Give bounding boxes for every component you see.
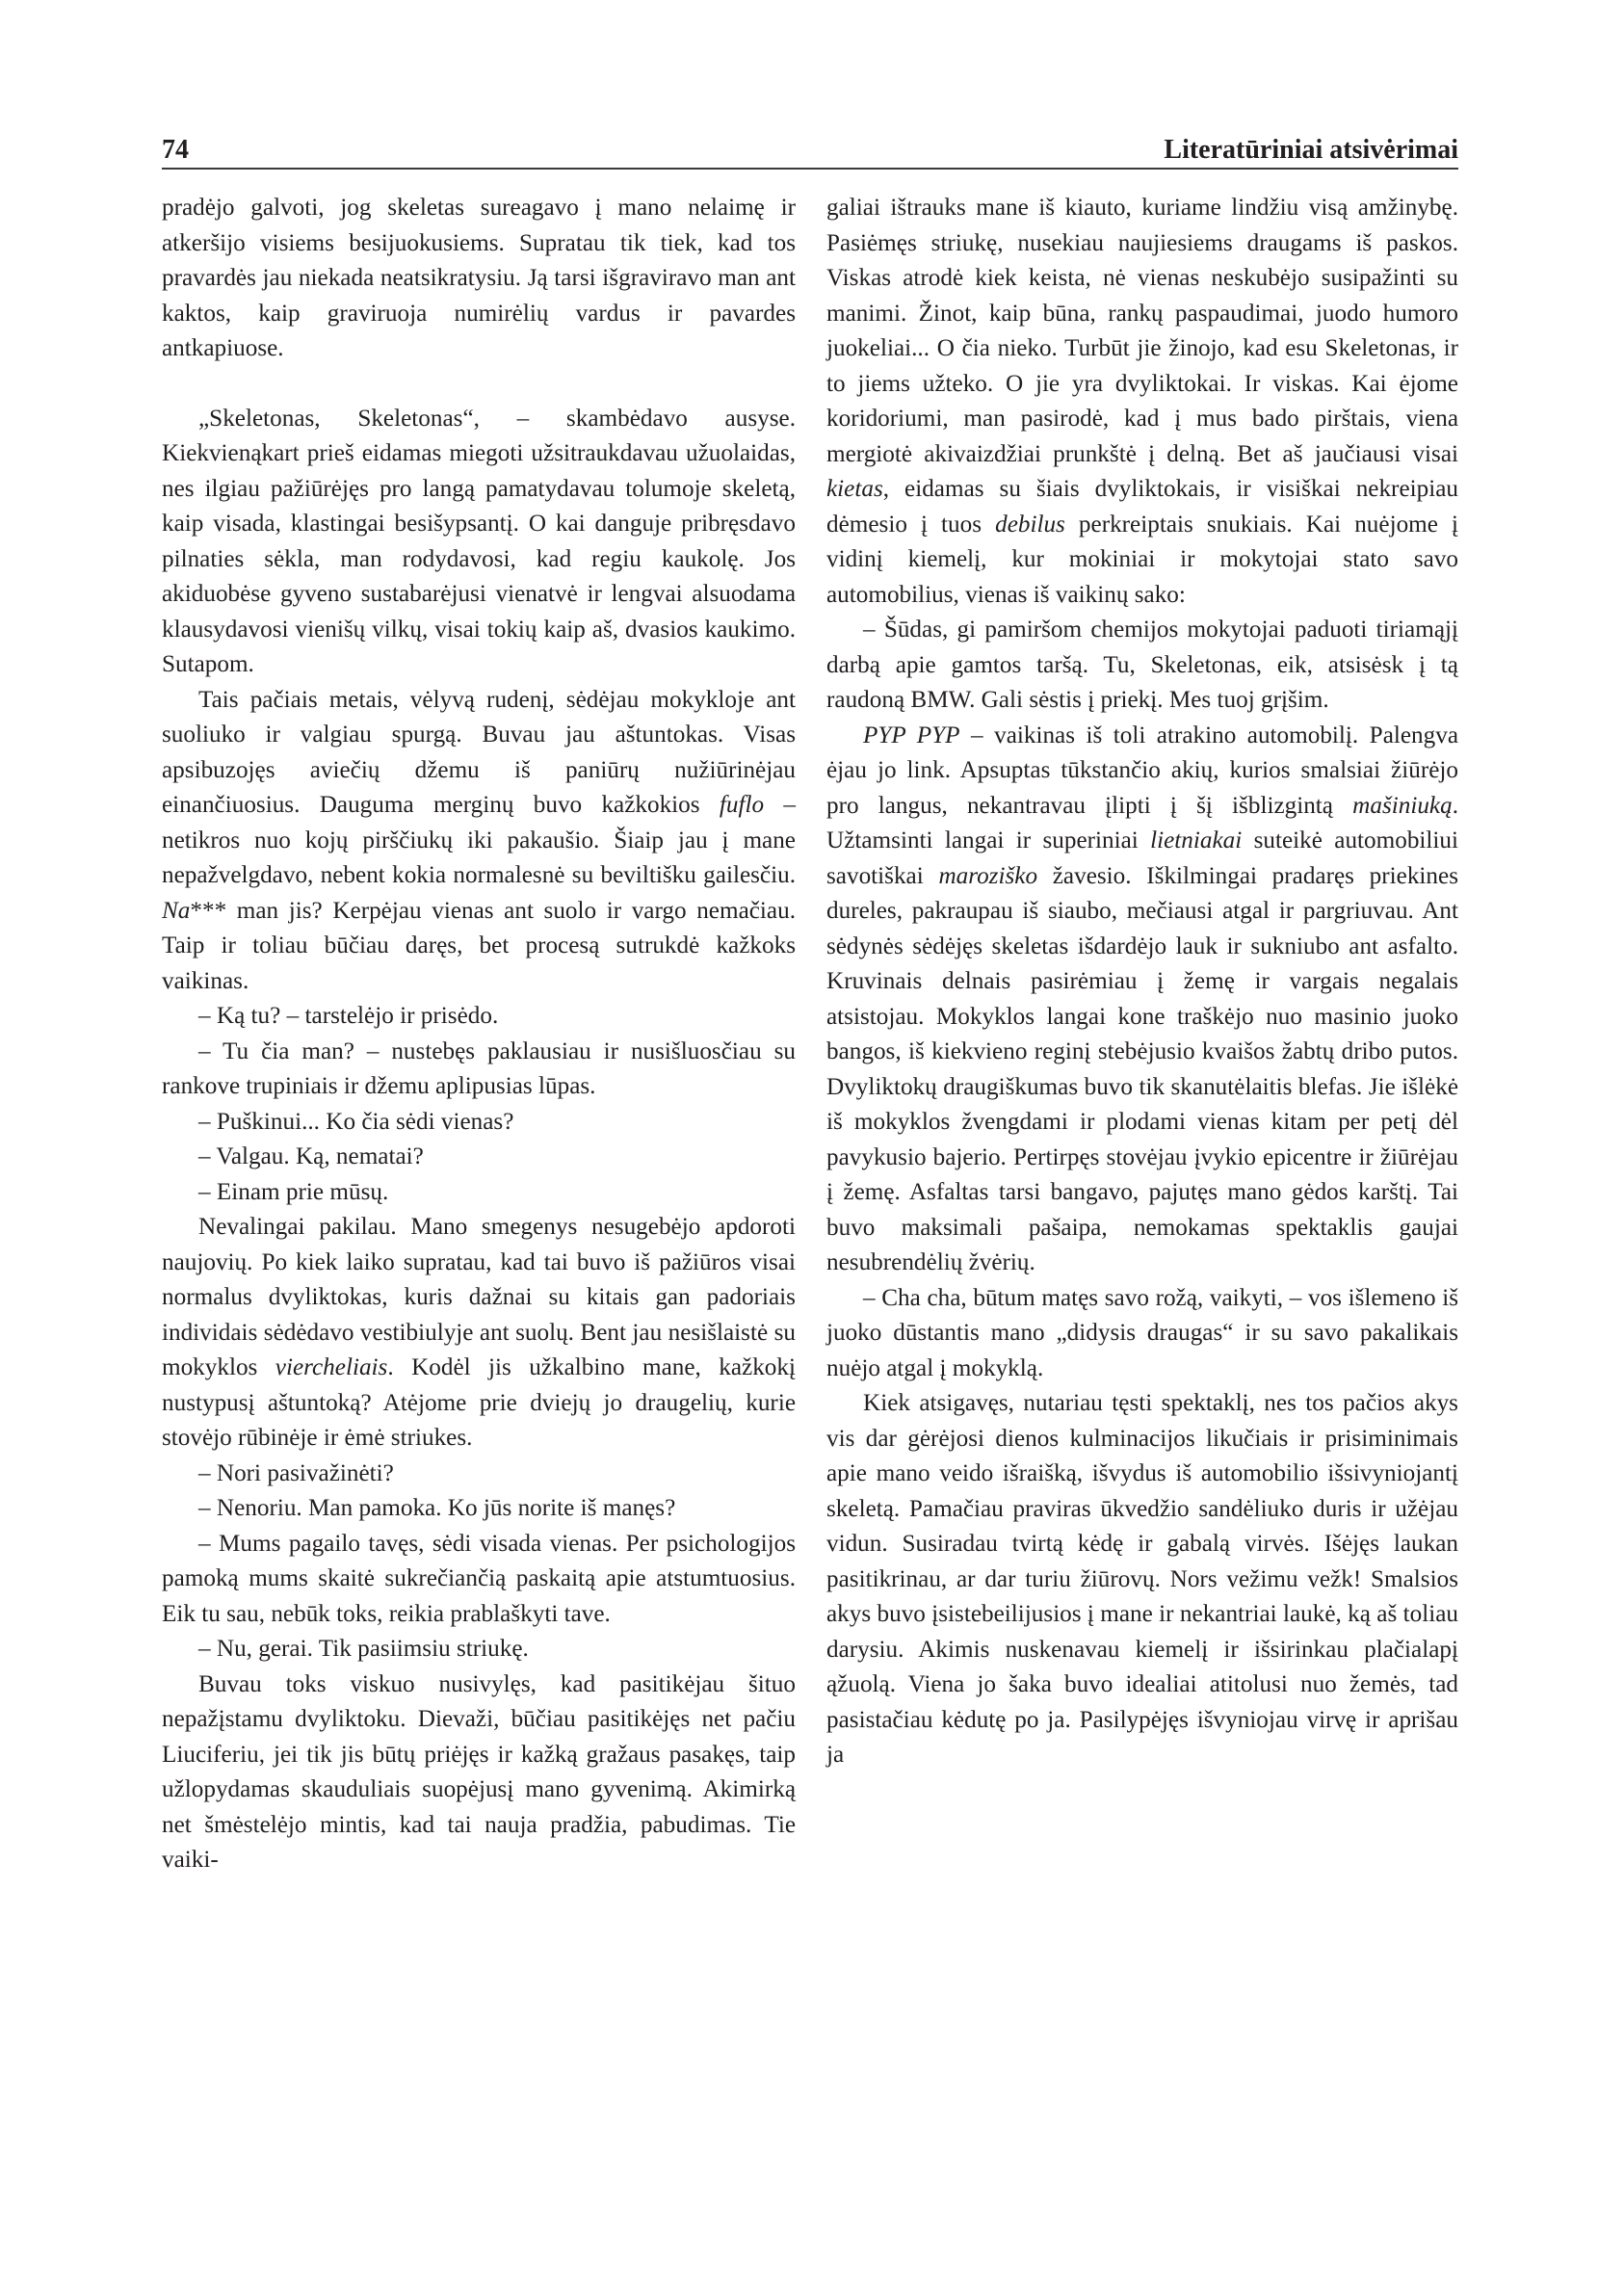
italic-word: kietas [826,476,883,502]
dialogue-line: – Valgau. Ką, nematai? [198,1143,424,1169]
dialogue-line: – Ką tu? – tarstelėjo ir prisėdo. [198,1003,499,1029]
header-rule [162,168,1458,170]
italic-word: fuflo [719,792,765,818]
page-number: 74 [162,135,189,165]
dialogue-line: – Einam prie mūsų. [198,1178,389,1205]
dialogue-line: – Puškinui... Ko čia sėdi vienas? [198,1108,514,1135]
dialogue-line: – Nori pasivažinėti? [198,1459,394,1486]
italic-word: viercheliais [275,1354,388,1380]
italic-word: lietniakai [1150,827,1243,853]
italic-word: debilus [995,511,1065,538]
paragraph: galiai ištrauks mane iš kiauto, kuriame lindžiu visą amžinybę. Pasiėmęs striukę, nusekiau naujiesiems draugams iš paskos. Viskas atrodė kiek keista, nė vienas neskubėjo susipažinti su manimi. Žinot, kaip būna, rankų paspaudimai, juodo humoro juokeliai... O čia nieko. Turbūt jie žinojo, kad esu Skeletonas, ir to jiems užteko. O jie yra dvyliktokai. Ir viskas. Kai ėjome koridoriumi, man pasirodė, kad į mus bado pirštais, viena mergiotė akivaizdžiai prunkštė į delną. Bet aš jaučiausi visai kietas, eidamas su šiais dvyliktokais, ir visiškai nekreipiau dėmesio į tuos debilus perkreiptais snukiais. Kai nuėjome į vidinį kiemelį, kur mokiniai ir mokytojai stato savo automobilius, vienas iš vaikinų sako: [826,195,1458,608]
italic-word: mašiniuką [1352,792,1453,819]
dialogue-line: – Nu, gerai. Tik pasiimsiu striukę. [198,1636,529,1662]
page-header [162,131,1458,170]
running-title: Literatūriniai atsivėrimai [1164,135,1458,165]
paragraph: Kiek atsigavęs, nutariau tęsti spektaklį, nes tos pačios akys vis dar gėrėjosi dienos kulminacijos likučiais ir prisiminimais apie mano veido išraišką, išvydus iš automobilio išsivyniojantį skeletą. Pamačiau praviras ūkvedžio sandėliuko duris ir užėjau vidun. Susiradau tvirtą kėdę ir gabalą virvės. Išėjęs laukan pasitikrinau, ar dar turiu žiūrovų. Nors vežimu vežk! Smalsios akys buvo įsistebeilijusios į mane ir nekantriai laukė, ką aš toliau darysiu. Akimis nuskenavau kiemelį ir išsirinkau plačialapį ąžuolą. Viena jo šaka buvo idealiai atitolusi nuo žemės, tad pasistačiau kėdutę po ja. Pasilypėjęs išvyniojau virvę ir aprišau ja [826,1390,1458,1768]
dialogue-line: – Mums pagailo tavęs, sėdi visada vienas. Per psichologijos pamoką mums skaitė sukrečiančią paskaitą apie atstumtuosius. Eik tu sau, nebūk toks, reikia prablaškyti tave. [162,1530,796,1627]
paragraph: Tais pačiais metais, vėlyvą rudenį, sėdėjau mokykloje ant suoliuko ir valgiau spurgą. Buvau jau aštuntokas. Visas apsibuzojęs aviečių džemu iš paniūrų nužiūrinėjau einančiuosius. Dauguma merginų buvo kažkokios fuflo – netikros nuo kojų pirščiukų iki pakaušio. Šiaip jau į mane nepažvelgdavo, nebent kokia normalesnė su beviltišku gailesčiu. Na*** man jis? Kerpėjau vienas ant suolo ir vargo nemačiau. Taip ir toliau būčiau daręs, bet procesą sutrukdė kažkoks vaikinas. [162,686,797,994]
paragraph: Nevalingai pakilau. Mano smegenys nesugebėjo apdoroti naujovių. Po kiek laiko supratau, kad tai buvo iš pažiūros visai normalus dvyliktokas, kuris dažnai su kitais gan padoriais individais sėdėdavo vestibiulyje ant suolų. Bent jau nesišlaistė su mokyklos viercheliais. Kodėl jis užkalbino mane, kažkokį nustypusį aštuntoką? Atėjome prie dviejų jo draugelių, kurie stovėjo rūbinėje ir ėmė striukes. [162,1214,796,1451]
dialogue-line: – Šūdas, gi pamiršom chemijos mokytojai paduoti tiriamąjį darbą apie gamtos taršą. Tu, Skeletonas, eik, atsisėsk į tą raudoną BMW. Gali sėstis į priekį. Mes tuoj grįšim. [826,617,1458,713]
left-column [162,191,796,1878]
paragraph: pradėjo galvoti, jog skeletas sureagavo į mano nelaimę ir atkeršijo visiems besijuokusiems. Supratau tik tiek, kad tos pravardės jau niekada neatsikratysiu. Ją tarsi išgraviravo man ant kaktos, kaip graviruoja numirėlių vardus ir pavardes antkapiuose. [162,195,796,361]
italic-word: maroziško [938,862,1038,889]
italic-word: Na [162,897,191,924]
right-column [826,191,1458,1773]
dialogue-line: – Nenoriu. Man pamoka. Ko jūs norite iš manęs? [198,1495,676,1521]
paragraph: Buvau toks viskuo nusivylęs, kad pasitikėjau šituo nepažįstamu dvyliktoku. Dievaži, būčiau pasitikėjęs net pačiu Liuciferiu, jei tik jis būtų priėjęs ir kažką gražaus pasakęs, taip užlopydamas skauduliais suopėjusį mano gyvenimą. Akimirką net šmėstelėjo mintis, kad tai nauja pradžia, pabudimas. Tie vaiki- [162,1670,796,1873]
paragraph: „Skeletonas, Skeletonas“, – skambėdavo ausyse. Kiekvienąkart prieš eidamas miegoti užsitraukdavau užuolaidas, nes ilgiau pažiūrėjęs pro langą pamatydavau tolumoje skeletą, kaip visada, klastingai besišypsantį. O kai danguje pribręsdavo pilnaties sėkla, man rodydavosi, kad regiu kaukolę. Jos akiduobėse gyveno sustabarėjusi vienatvė ir lengvai alsuodama klausydavosi vienišų vilkų, visai tokių kaip aš, dvasios kaukimo. Sutapom. [162,405,796,677]
paragraph: PYP PYP – vaikinas iš toli atrakino automobilį. Palengva ėjau jo link. Apsuptas tūkstančio akių, kurios smalsiai žiūrėjo pro langus, nekantravau įlipti į šį išblizgintą mašiniuką. Užtamsinti langai ir superiniai lietniakai suteikė automobiliui savotiškai maroziško žavesio. Iškilmingai pradaręs priekines dureles, pakraupau iš siaubo, mečiausi atgal ir pargriuvau. Ant sėdynės sėdėjęs skeletas išdardėjo lauk ir sukniubo ant asfalto. Kruvinais delnais pasirėmiau į žemę ir vargais negalais atsistojau. Mokyklos langai kone traškėjo nuo masinio juoko bangos, iš kiekvieno reginį stebėjusio kvaišos žabtų dribo putos. Dvyliktokų draugiškumas buvo tik skanutėlaitis blefas. Jie išlėkė iš mokyklos žvengdami ir plodami vienas kitam per petį dėl pavykusio bajerio. Pertirpęs stovėjau įvykio epicentre ir žiūrėjau į žemę. Asfaltas tarsi bangavo, pajutęs mano gėdos karštį. Tai buvo maksimali pašaipa, nemokamas spektaklis gaujai nesubrendėlių žvėrių. [826,722,1459,1275]
dialogue-line: – Cha cha, būtum matęs savo rožą, vaikyti, – vos išlemeno iš juoko dūstantis mano „didysis draugas“ ir su savo pakalikais nuėjo atgal į mokyklą. [826,1284,1458,1381]
dialogue-line: – Tu čia man? – nustebęs paklausiau ir nusišluosčiau su rankove trupiniais ir džemu aplipusias lūpas. [162,1037,796,1099]
italic-word: PYP PYP [863,722,960,748]
